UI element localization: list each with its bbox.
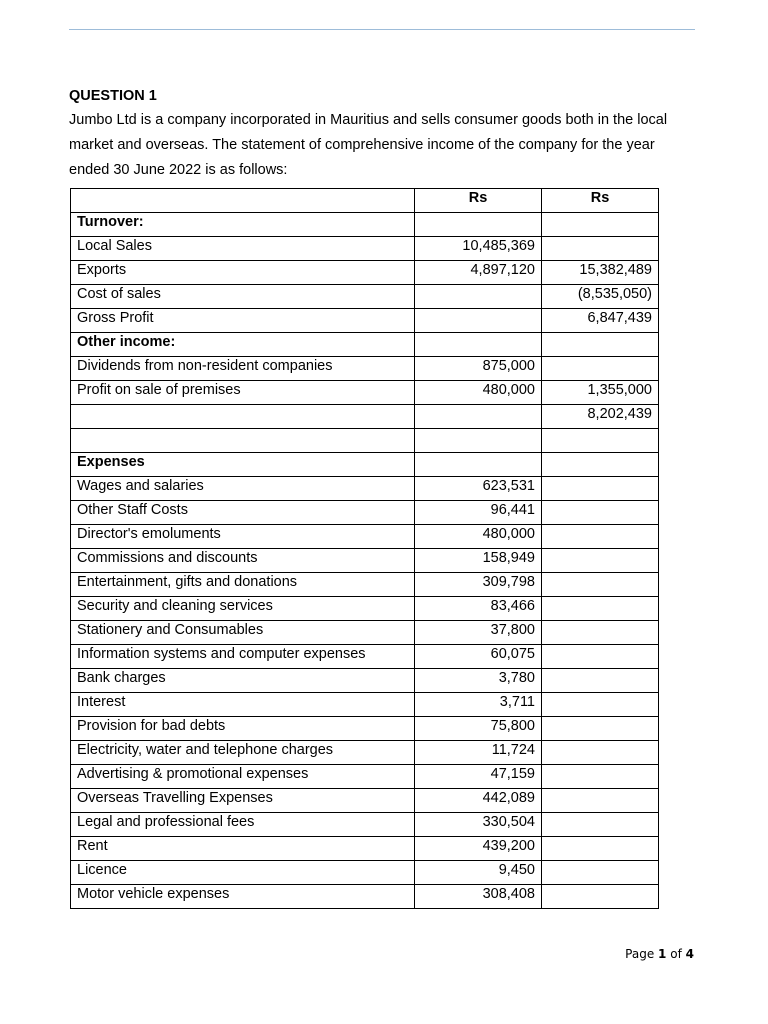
row-label: Wages and salaries	[71, 477, 415, 501]
table-row	[71, 501, 659, 525]
table-row	[71, 549, 659, 573]
table-row	[71, 261, 659, 285]
row-amount-col-1: 96,441	[415, 501, 542, 525]
table-row	[71, 237, 659, 261]
row-amount-col-2: (8,535,050)	[542, 285, 659, 309]
header-rs-col-2: Rs	[542, 189, 659, 213]
row-amount-col-1: 480,000	[415, 381, 542, 405]
table-row	[71, 405, 659, 429]
table-row	[71, 429, 659, 453]
row-label: Entertainment, gifts and donations	[71, 573, 415, 597]
row-amount-col-2	[542, 213, 659, 237]
row-amount-col-1: 3,711	[415, 693, 542, 717]
row-amount-col-2	[542, 237, 659, 261]
header-label-col	[71, 189, 415, 213]
row-label: Director's emoluments	[71, 525, 415, 549]
row-amount-col-2	[542, 837, 659, 861]
row-amount-col-2	[542, 597, 659, 621]
row-amount-col-1: 330,504	[415, 813, 542, 837]
table-row	[71, 477, 659, 501]
table-row	[71, 789, 659, 813]
row-amount-col-2	[542, 789, 659, 813]
row-amount-col-2	[542, 669, 659, 693]
row-label: Provision for bad debts	[71, 717, 415, 741]
row-amount-col-1: 47,159	[415, 765, 542, 789]
row-label: Commissions and discounts	[71, 549, 415, 573]
row-label: Gross Profit	[71, 309, 415, 333]
row-amount-col-1	[415, 309, 542, 333]
row-amount-col-1: 83,466	[415, 597, 542, 621]
row-amount-col-2: 8,202,439	[542, 405, 659, 429]
row-label: Licence	[71, 861, 415, 885]
row-amount-col-2	[542, 477, 659, 501]
row-amount-col-2	[542, 693, 659, 717]
table-body	[71, 213, 659, 909]
row-label: Information systems and computer expenses	[71, 645, 415, 669]
question-title: QUESTION 1	[69, 88, 157, 104]
row-amount-col-2	[542, 501, 659, 525]
header-rule	[69, 29, 695, 30]
row-amount-col-1: 3,780	[415, 669, 542, 693]
row-amount-col-1	[415, 453, 542, 477]
row-amount-col-2	[542, 453, 659, 477]
row-amount-col-1	[415, 213, 542, 237]
question-intro: Jumbo Ltd is a company incorporated in Mauritius and sells consumer goods both in the local market and overseas. The statement of comprehensive income of the company for the year ended 30 June 2022 is as follows:	[69, 112, 668, 178]
table-header-row	[71, 189, 659, 213]
table-row	[71, 645, 659, 669]
row-amount-col-2	[542, 549, 659, 573]
row-label: Advertising & promotional expenses	[71, 765, 415, 789]
row-amount-col-2	[542, 765, 659, 789]
row-label: Rent	[71, 837, 415, 861]
row-amount-col-1	[415, 333, 542, 357]
table-row	[71, 765, 659, 789]
row-amount-col-2	[542, 525, 659, 549]
table-row	[71, 669, 659, 693]
row-amount-col-1: 11,724	[415, 741, 542, 765]
row-amount-col-1: 9,450	[415, 861, 542, 885]
row-label: Stationery and Consumables	[71, 621, 415, 645]
table-row	[71, 525, 659, 549]
row-amount-col-1: 308,408	[415, 885, 542, 909]
row-label: Electricity, water and telephone charges	[71, 741, 415, 765]
row-amount-col-1: 75,800	[415, 717, 542, 741]
row-label: Legal and professional fees	[71, 813, 415, 837]
row-label: Expenses	[71, 453, 415, 477]
table-row	[71, 717, 659, 741]
table-row	[71, 213, 659, 237]
row-amount-col-1: 623,531	[415, 477, 542, 501]
row-amount-col-2	[542, 621, 659, 645]
row-label	[71, 405, 415, 429]
table-row	[71, 285, 659, 309]
of-word: of	[670, 947, 682, 961]
row-label	[71, 429, 415, 453]
table-row	[71, 861, 659, 885]
table-row	[71, 381, 659, 405]
table-row	[71, 837, 659, 861]
table-row	[71, 813, 659, 837]
income-statement-table	[70, 188, 659, 909]
page-current: 1	[658, 947, 667, 961]
row-label: Other income:	[71, 333, 415, 357]
row-amount-col-1: 60,075	[415, 645, 542, 669]
row-amount-col-2	[542, 741, 659, 765]
row-amount-col-2: 15,382,489	[542, 261, 659, 285]
row-label: Overseas Travelling Expenses	[71, 789, 415, 813]
row-amount-col-2	[542, 813, 659, 837]
table-row	[71, 309, 659, 333]
row-amount-col-2	[542, 429, 659, 453]
table-row	[71, 453, 659, 477]
row-amount-col-1	[415, 405, 542, 429]
row-label: Local Sales	[71, 237, 415, 261]
row-label: Bank charges	[71, 669, 415, 693]
row-amount-col-1: 309,798	[415, 573, 542, 597]
row-amount-col-1: 37,800	[415, 621, 542, 645]
table-row	[71, 693, 659, 717]
row-amount-col-1: 442,089	[415, 789, 542, 813]
table-row	[71, 333, 659, 357]
table-row	[71, 597, 659, 621]
row-label: Turnover:	[71, 213, 415, 237]
row-amount-col-2	[542, 861, 659, 885]
row-amount-col-1	[415, 429, 542, 453]
row-amount-col-2: 1,355,000	[542, 381, 659, 405]
row-amount-col-2	[542, 333, 659, 357]
row-label: Exports	[71, 261, 415, 285]
row-amount-col-1: 4,897,120	[415, 261, 542, 285]
row-amount-col-1: 480,000	[415, 525, 542, 549]
row-amount-col-2	[542, 885, 659, 909]
row-label: Motor vehicle expenses	[71, 885, 415, 909]
row-amount-col-1: 439,200	[415, 837, 542, 861]
table-row	[71, 621, 659, 645]
row-label: Security and cleaning services	[71, 597, 415, 621]
row-label: Interest	[71, 693, 415, 717]
row-label: Cost of sales	[71, 285, 415, 309]
row-amount-col-2	[542, 357, 659, 381]
question-section	[69, 86, 689, 183]
page-footer	[625, 947, 694, 961]
table-row	[71, 573, 659, 597]
page-total: 4	[685, 947, 694, 961]
header-rs-col-1: Rs	[415, 189, 542, 213]
table-row	[71, 741, 659, 765]
row-amount-col-2	[542, 645, 659, 669]
page-word: Page	[625, 947, 655, 961]
row-amount-col-1: 158,949	[415, 549, 542, 573]
row-amount-col-2	[542, 717, 659, 741]
table-row	[71, 357, 659, 381]
row-amount-col-1: 10,485,369	[415, 237, 542, 261]
row-amount-col-1	[415, 285, 542, 309]
row-amount-col-1: 875,000	[415, 357, 542, 381]
row-label: Profit on sale of premises	[71, 381, 415, 405]
row-label: Other Staff Costs	[71, 501, 415, 525]
table-row	[71, 885, 659, 909]
row-amount-col-2: 6,847,439	[542, 309, 659, 333]
row-label: Dividends from non-resident companies	[71, 357, 415, 381]
row-amount-col-2	[542, 573, 659, 597]
